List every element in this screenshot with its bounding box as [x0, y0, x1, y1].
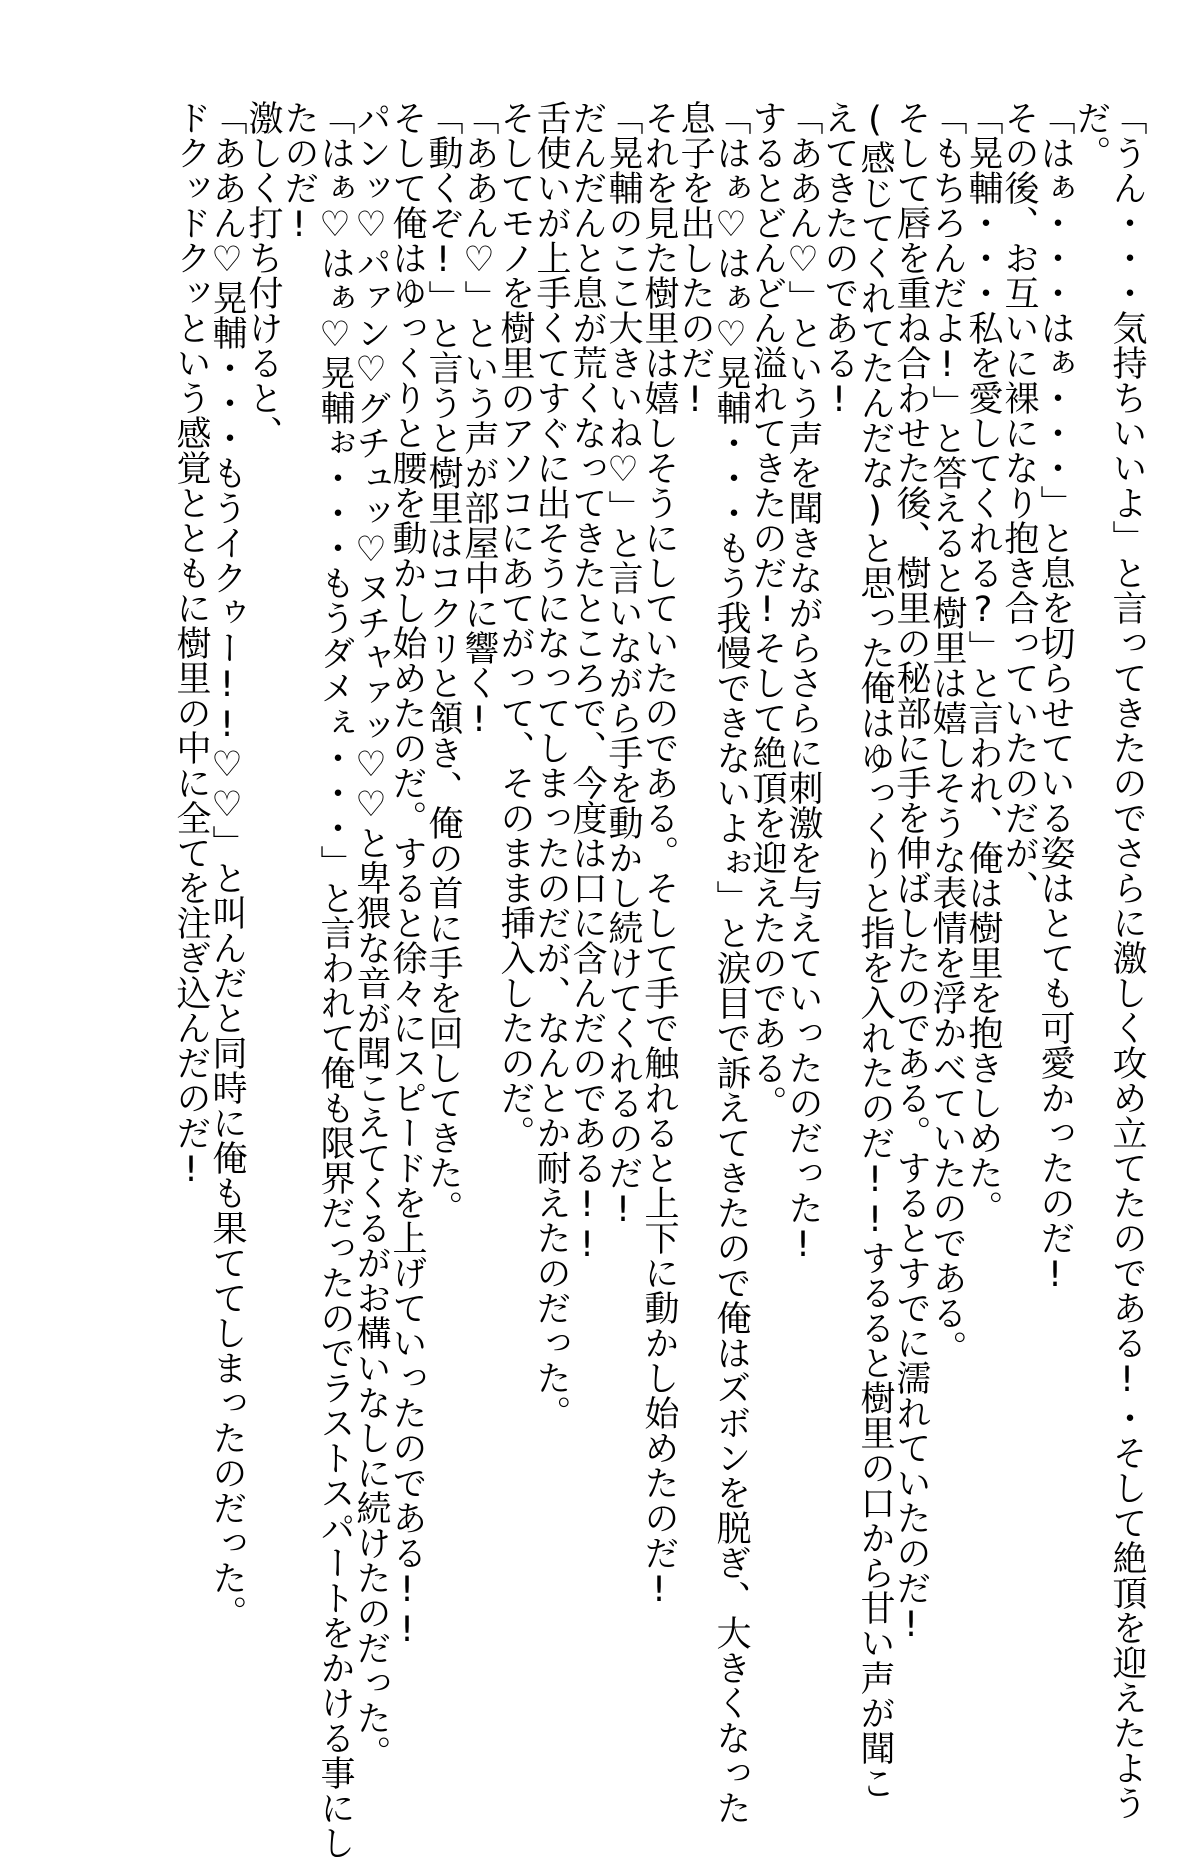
text-line: そして唇を重ね合わせた後、樹里の秘部に手を伸ばしたのである。するとすでに濡れていたのだ! [891, 100, 931, 1645]
text-line: 「はぁ♡はぁ♡晃輔・・・もう我慢できないよぉ」と涙目で訴えてきたので俺はズボンを脱ぎ、大きくなった [711, 100, 751, 1825]
text-line: 息子を出したのだ! [675, 100, 715, 420]
text-line: 激しく打ち付けると、 [243, 100, 283, 450]
text-line: 「晃輔のここ大きいね♡」と言いながら手を動かし続けてくれるのだ! [603, 100, 643, 1230]
vertical-text-body [95, 100, 1147, 1860]
text-line: 舌使いが上手くてすぐに出そうになってしまったのだが、なんとか耐えたのだった。 [531, 100, 571, 1430]
text-line: 「もちろんだよ!」と答えると樹里は嬉しそうな表情を浮かべていたのである。 [927, 100, 967, 1365]
text-line: 「動くぞ!」と言うと樹里はコクリと頷き、俺の首に手を回してきた。 [423, 100, 463, 1225]
text-line: 「晃輔・・・私を愛してくれる?」と言われ、俺は樹里を抱きしめた。 [963, 100, 1003, 1225]
text-line: するとどんどん溢れてきたのだ!そして絶頂を迎えたのである。 [747, 100, 787, 1120]
text-line: それを見た樹里は嬉しそうにしていたのである。そして手で触れると上下に動かし始めたのだ! [639, 100, 679, 1610]
text-line: だ。 [1071, 100, 1111, 170]
text-line: 「うん・・・気持ちいいよ」と言ってきたのでさらに激しく攻め立てたのである!・そして絶頂を迎えたよう [1107, 100, 1147, 1820]
text-line: その後、お互いに裸になり抱き合っていたのだが、 [999, 100, 1039, 905]
text-line: 「はぁ♡はぁ♡晃輔ぉ・・・もうダメぇ・・・」と言われて俺も限界だったのでラストスパートをかける事にし [315, 100, 355, 1860]
text-line: (感じてくれてたんだな)と思った俺はゆっくりと指を入れたのだ!!するると樹里の口から甘い声が聞こ [855, 100, 895, 1800]
text-line: そして俺はゆっくりと腰を動かし始めたのだ。すると徐々にスピードを上げていったのである!! [387, 100, 427, 1650]
text-line: だんだんと息が荒くなってきたところで、今度は口に含んだのである!! [567, 100, 607, 1265]
text-line: えてきたのである! [819, 100, 859, 420]
text-line: ドクッドクッという感覚とともに樹里の中に全てを注ぎ込んだのだ! [171, 100, 211, 1190]
text-line: たのだ! [279, 100, 319, 245]
text-line: 「ああん♡」という声が部屋中に響く! [459, 100, 499, 740]
text-line: そしてモノを樹里のアソコにあてがって、そのまま挿入したのだ。 [495, 100, 535, 1150]
text-line: パンッ♡パァン♡グチュッ♡ヌチャァッ♡♡と卑猥な音が聞こえてくるがお構いなしに続けたのだった。 [351, 100, 391, 1770]
text-line: 「はぁ・・・はぁ・・・」と息を切らせている姿はとても可愛かったのだ! [1035, 100, 1075, 1295]
text-line: 「ああん♡」という声を聞きながらさらに刺激を与えていったのだった! [783, 100, 823, 1265]
text-line: 「ああん♡晃輔・・・もうイクゥー!!♡♡」と叫んだと同時に俺も果ててしまったのだった。 [207, 100, 247, 1630]
